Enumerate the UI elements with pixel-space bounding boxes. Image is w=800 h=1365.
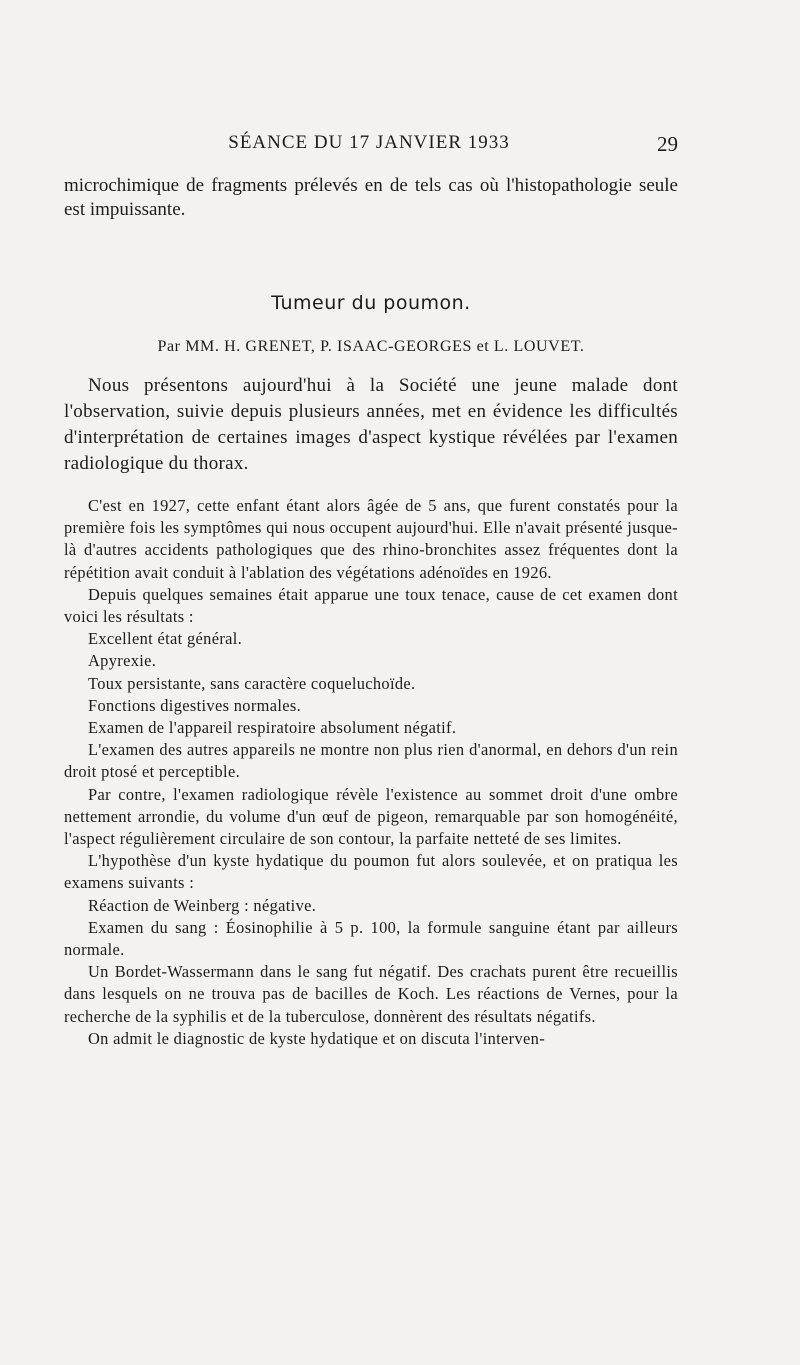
body-paragraph: Excellent état général. xyxy=(88,629,243,649)
body-paragraph: Toux persistante, sans caractère coqueluchoïde. xyxy=(88,673,416,693)
body-paragraph: On admit le diagnostic de kyste hydatique et on discuta l'interven- xyxy=(88,1028,546,1048)
lead-block xyxy=(64,373,678,477)
article-authors: Par MM. H. GRENET, P. ISAAC-GEORGES et L. LOUVET. xyxy=(157,338,585,355)
body-paragraph: Depuis quelques semaines était apparue une toux tenace, cause de cet examen dont voici les résultats : xyxy=(64,584,678,627)
running-header-title: SÉANCE DU 17 JANVIER 1933 xyxy=(228,132,510,153)
body-paragraph: L'hypothèse d'un kyste hydatique du poumon fut alors soulevée, et on pratiqua les examens suivants : xyxy=(64,851,678,893)
article-body xyxy=(64,495,678,1050)
body-paragraph: Fonctions digestives normales. xyxy=(88,695,302,715)
body-paragraph: Examen de l'appareil respiratoire absolument négatif. xyxy=(88,718,457,738)
body-paragraph: L'examen des autres appareils ne montre non plus rien d'anormal, en dehors d'un rein droit ptosé et perceptible. xyxy=(64,740,678,782)
body-paragraph: Apyrexie. xyxy=(88,651,157,671)
body-paragraph: Réaction de Weinberg : négative. xyxy=(88,895,317,915)
intro-paragraph: microchimique de fragments prélevés en de tels cas où l'histopathologie seule est impuissante. xyxy=(64,175,678,220)
running-header xyxy=(60,132,678,160)
body-paragraph: Par contre, l'examen radiologique révèle l'existence au sommet droit d'une ombre nettement arrondie, du volume d'un œuf de pigeon, remarquable par son homogénéité, l'aspect régulièrement circulaire de son contour, la parfaite netteté de ses limites. xyxy=(64,784,678,849)
body-paragraph: Examen du sang : Éosinophilie à 5 p. 100, la formule sanguine étant par ailleurs normale. xyxy=(64,917,678,960)
intro-block xyxy=(64,174,678,222)
page-body xyxy=(64,174,678,1050)
article-title: Tumeur du poumon. xyxy=(271,292,471,314)
page-number: 29 xyxy=(657,132,678,156)
body-paragraph: Un Bordet-Wassermann dans le sang fut négatif. Des crachats purent être recueillis dans lesquels on ne trouva pas de bacilles de Koch. Les réactions de Vernes, pour la recherche de la syphilis et de la tuberculose, donnèrent des résultats négatifs. xyxy=(64,962,678,1026)
body-paragraph: C'est en 1927, cette enfant étant alors âgée de 5 ans, que furent constatés pour la première fois les symptômes qui nous occupent aujourd'hui. Elle n'avait présenté jusque-là d'autres accidents pathologiques que des rhino-bronchites assez fréquentes dont la répétition avait conduit à l'ablation des végétations adénoïdes en 1926. xyxy=(64,496,678,582)
lead-paragraph: Nous présentons aujourd'hui à la Société une jeune malade dont l'observation, suivie depuis plusieurs années, met en évidence les difficultés d'interprétation de certaines images d'aspect kystique révélées par l'examen radiologique du thorax. xyxy=(64,375,678,474)
